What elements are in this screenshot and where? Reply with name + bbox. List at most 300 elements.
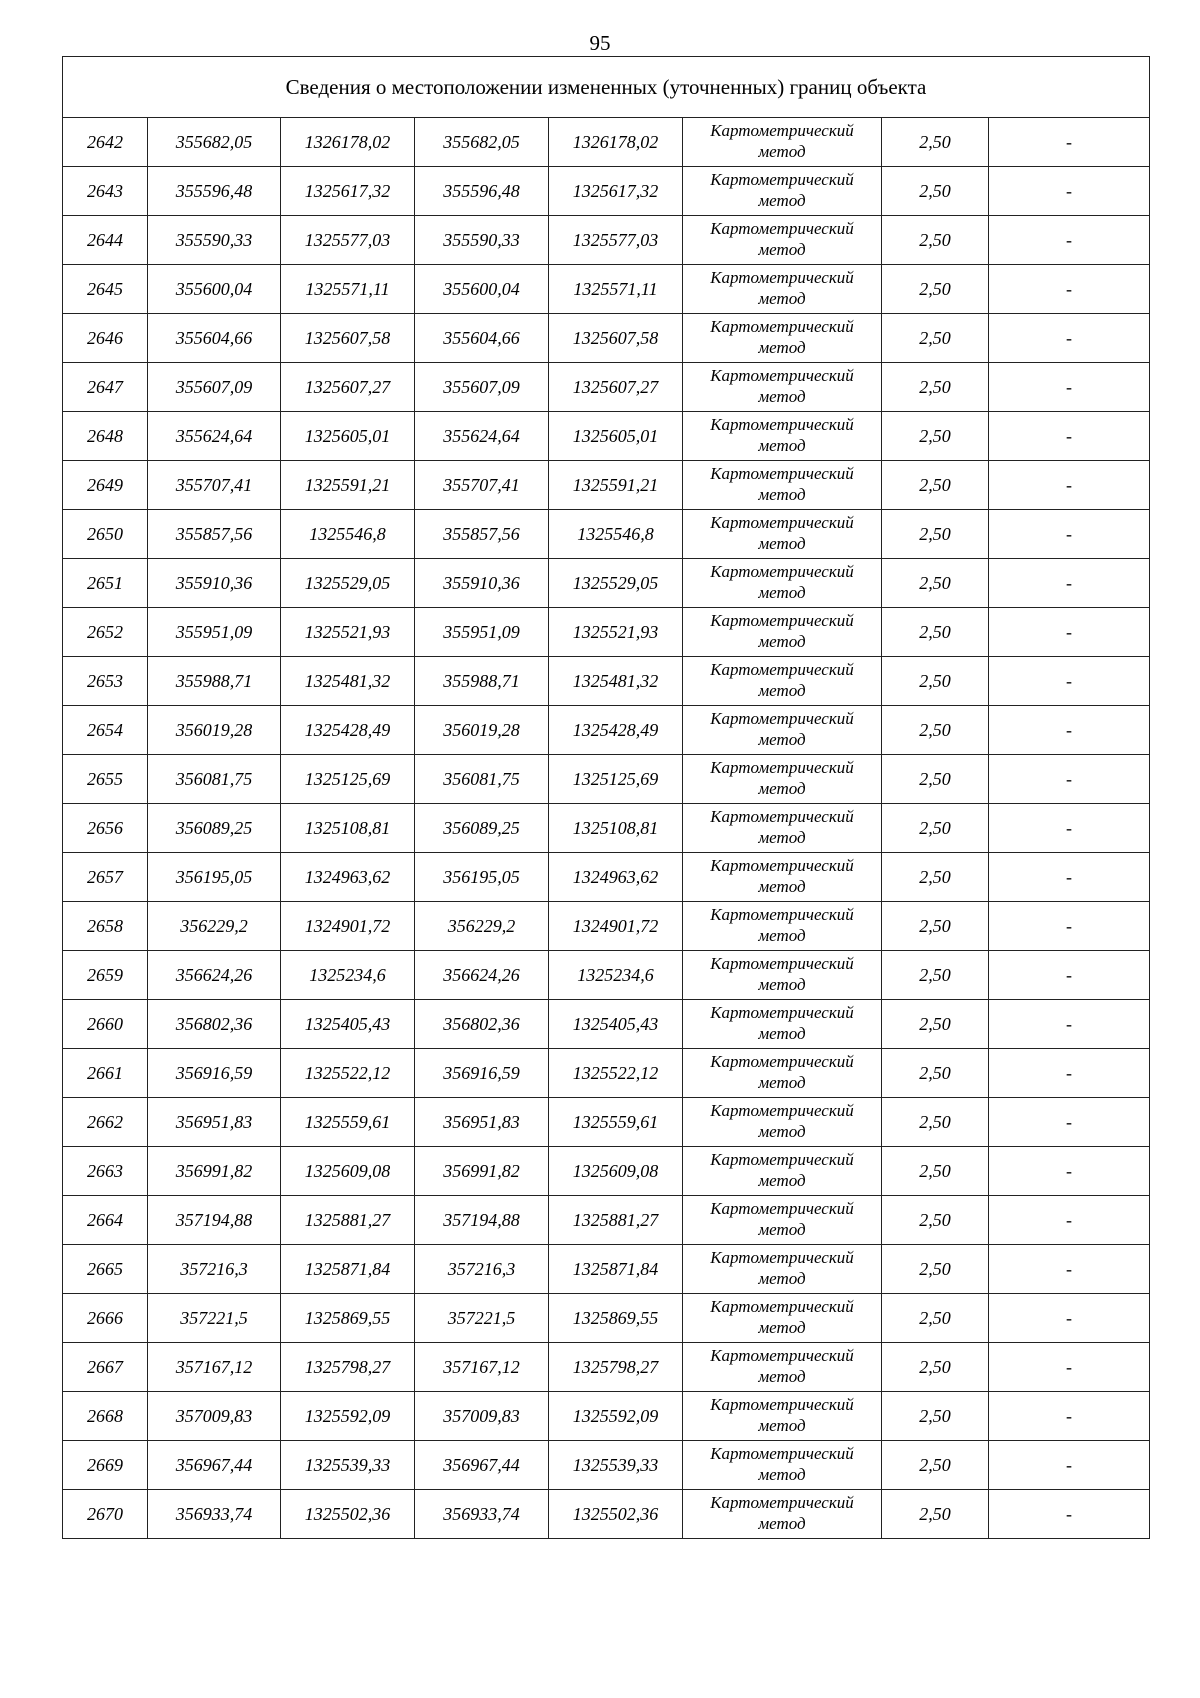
refined-x-cell: 357194,88 [415, 1196, 549, 1245]
existing-x-cell: 357216,3 [148, 1245, 281, 1294]
refined-y-cell: 1325577,03 [549, 216, 683, 265]
accuracy-cell: 2,50 [882, 363, 989, 412]
accuracy-cell: 2,50 [882, 1147, 989, 1196]
table-row [63, 1490, 1150, 1539]
method-line-1: Картометрический [710, 905, 854, 924]
accuracy-cell: 2,50 [882, 1000, 989, 1049]
refined-x-cell: 356802,36 [415, 1000, 549, 1049]
accuracy-cell: 2,50 [882, 216, 989, 265]
description-cell: - [989, 1245, 1150, 1294]
existing-y-cell: 1324963,62 [281, 853, 415, 902]
table-row [63, 559, 1150, 608]
point-number-cell: 2661 [63, 1049, 148, 1098]
refined-x-cell: 356195,05 [415, 853, 549, 902]
existing-y-cell: 1325502,36 [281, 1490, 415, 1539]
accuracy-cell: 2,50 [882, 1098, 989, 1147]
refined-y-cell: 1325234,6 [549, 951, 683, 1000]
method-cell [683, 265, 882, 314]
method-line-2: метод [758, 583, 806, 602]
point-number-cell: 2643 [63, 167, 148, 216]
table-row [63, 1049, 1150, 1098]
description-cell: - [989, 265, 1150, 314]
table-row [63, 216, 1150, 265]
accuracy-cell: 2,50 [882, 461, 989, 510]
existing-x-cell: 355910,36 [148, 559, 281, 608]
method-line-2: метод [758, 1367, 806, 1386]
method-cell [683, 1441, 882, 1490]
existing-y-cell: 1325798,27 [281, 1343, 415, 1392]
method-line-2: метод [758, 1024, 806, 1043]
method-line-2: метод [758, 681, 806, 700]
existing-y-cell: 1325108,81 [281, 804, 415, 853]
method-line-2: метод [758, 1220, 806, 1239]
method-cell [683, 1343, 882, 1392]
point-number-cell: 2644 [63, 216, 148, 265]
table-row [63, 461, 1150, 510]
point-number-cell: 2657 [63, 853, 148, 902]
method-cell [683, 559, 882, 608]
accuracy-cell: 2,50 [882, 265, 989, 314]
refined-y-cell: 1325125,69 [549, 755, 683, 804]
description-cell: - [989, 1000, 1150, 1049]
existing-y-cell: 1325546,8 [281, 510, 415, 559]
description-cell: - [989, 1196, 1150, 1245]
method-cell [683, 363, 882, 412]
point-number-cell: 2669 [63, 1441, 148, 1490]
method-line-1: Картометрический [710, 1297, 854, 1316]
existing-x-cell: 355607,09 [148, 363, 281, 412]
refined-x-cell: 356916,59 [415, 1049, 549, 1098]
refined-y-cell: 1326178,02 [549, 118, 683, 167]
existing-y-cell: 1326178,02 [281, 118, 415, 167]
method-cell [683, 1245, 882, 1294]
accuracy-cell: 2,50 [882, 706, 989, 755]
method-cell [683, 1049, 882, 1098]
refined-y-cell: 1325798,27 [549, 1343, 683, 1392]
description-cell: - [989, 853, 1150, 902]
existing-x-cell: 356019,28 [148, 706, 281, 755]
method-cell [683, 216, 882, 265]
accuracy-cell: 2,50 [882, 755, 989, 804]
point-number-cell: 2663 [63, 1147, 148, 1196]
method-cell [683, 1147, 882, 1196]
refined-y-cell: 1325881,27 [549, 1196, 683, 1245]
description-cell: - [989, 608, 1150, 657]
accuracy-cell: 2,50 [882, 1294, 989, 1343]
method-line-1: Картометрический [710, 121, 854, 140]
existing-y-cell: 1325481,32 [281, 657, 415, 706]
method-line-2: метод [758, 289, 806, 308]
refined-y-cell: 1325869,55 [549, 1294, 683, 1343]
method-line-2: метод [758, 632, 806, 651]
refined-y-cell: 1325539,33 [549, 1441, 683, 1490]
point-number-cell: 2658 [63, 902, 148, 951]
method-line-2: метод [758, 975, 806, 994]
method-line-2: метод [758, 436, 806, 455]
point-number-cell: 2668 [63, 1392, 148, 1441]
refined-y-cell: 1325502,36 [549, 1490, 683, 1539]
existing-y-cell: 1325529,05 [281, 559, 415, 608]
description-cell: - [989, 1098, 1150, 1147]
refined-y-cell: 1325559,61 [549, 1098, 683, 1147]
description-cell: - [989, 1343, 1150, 1392]
table-row [63, 265, 1150, 314]
refined-y-cell: 1324901,72 [549, 902, 683, 951]
method-line-1: Картометрический [710, 219, 854, 238]
description-cell: - [989, 902, 1150, 951]
point-number-cell: 2650 [63, 510, 148, 559]
refined-y-cell: 1325481,32 [549, 657, 683, 706]
refined-x-cell: 357221,5 [415, 1294, 549, 1343]
method-cell [683, 853, 882, 902]
refined-y-cell: 1325521,93 [549, 608, 683, 657]
refined-x-cell: 356951,83 [415, 1098, 549, 1147]
point-number-cell: 2664 [63, 1196, 148, 1245]
accuracy-cell: 2,50 [882, 510, 989, 559]
table-row [63, 755, 1150, 804]
existing-y-cell: 1325592,09 [281, 1392, 415, 1441]
method-line-1: Картометрический [710, 1248, 854, 1267]
method-cell [683, 1000, 882, 1049]
method-line-1: Картометрический [710, 856, 854, 875]
method-line-1: Картометрический [710, 807, 854, 826]
table-row [63, 657, 1150, 706]
table-row [63, 1147, 1150, 1196]
table-row [63, 608, 1150, 657]
refined-y-cell: 1325592,09 [549, 1392, 683, 1441]
existing-x-cell: 356933,74 [148, 1490, 281, 1539]
accuracy-cell: 2,50 [882, 608, 989, 657]
existing-y-cell: 1325521,93 [281, 608, 415, 657]
method-line-2: метод [758, 1318, 806, 1337]
description-cell: - [989, 951, 1150, 1000]
existing-x-cell: 357167,12 [148, 1343, 281, 1392]
existing-y-cell: 1325609,08 [281, 1147, 415, 1196]
table-title: Сведения о местоположении измененных (уточненных) границ объекта [63, 57, 1150, 118]
refined-x-cell: 355607,09 [415, 363, 549, 412]
table-row [63, 363, 1150, 412]
description-cell: - [989, 804, 1150, 853]
accuracy-cell: 2,50 [882, 1245, 989, 1294]
table-row [63, 902, 1150, 951]
accuracy-cell: 2,50 [882, 118, 989, 167]
table-row [63, 1294, 1150, 1343]
existing-x-cell: 357194,88 [148, 1196, 281, 1245]
refined-x-cell: 356229,2 [415, 902, 549, 951]
existing-x-cell: 356229,2 [148, 902, 281, 951]
method-line-1: Картометрический [710, 1444, 854, 1463]
refined-x-cell: 356089,25 [415, 804, 549, 853]
point-number-cell: 2662 [63, 1098, 148, 1147]
method-cell [683, 951, 882, 1000]
description-cell: - [989, 216, 1150, 265]
refined-x-cell: 356019,28 [415, 706, 549, 755]
refined-x-cell: 355590,33 [415, 216, 549, 265]
point-number-cell: 2656 [63, 804, 148, 853]
method-line-2: метод [758, 191, 806, 210]
accuracy-cell: 2,50 [882, 559, 989, 608]
existing-x-cell: 356916,59 [148, 1049, 281, 1098]
refined-y-cell: 1325591,21 [549, 461, 683, 510]
existing-y-cell: 1325869,55 [281, 1294, 415, 1343]
description-cell: - [989, 510, 1150, 559]
existing-x-cell: 356991,82 [148, 1147, 281, 1196]
table-row [63, 167, 1150, 216]
point-number-cell: 2660 [63, 1000, 148, 1049]
existing-y-cell: 1325607,27 [281, 363, 415, 412]
refined-x-cell: 355707,41 [415, 461, 549, 510]
method-line-2: метод [758, 1073, 806, 1092]
existing-y-cell: 1325234,6 [281, 951, 415, 1000]
refined-y-cell: 1325522,12 [549, 1049, 683, 1098]
page-number: 95 [589, 31, 611, 55]
existing-x-cell: 356081,75 [148, 755, 281, 804]
description-cell: - [989, 657, 1150, 706]
method-line-1: Картометрический [710, 170, 854, 189]
table-row [63, 804, 1150, 853]
existing-x-cell: 355590,33 [148, 216, 281, 265]
method-cell [683, 314, 882, 363]
refined-x-cell: 355596,48 [415, 167, 549, 216]
existing-y-cell: 1325539,33 [281, 1441, 415, 1490]
method-line-2: метод [758, 240, 806, 259]
existing-x-cell: 355596,48 [148, 167, 281, 216]
method-line-1: Картометрический [710, 1395, 854, 1414]
description-cell: - [989, 706, 1150, 755]
table-row [63, 510, 1150, 559]
method-cell [683, 1294, 882, 1343]
description-cell: - [989, 1147, 1150, 1196]
existing-x-cell: 355682,05 [148, 118, 281, 167]
refined-x-cell: 355951,09 [415, 608, 549, 657]
refined-x-cell: 356624,26 [415, 951, 549, 1000]
table-row [63, 412, 1150, 461]
method-line-2: метод [758, 534, 806, 553]
description-cell: - [989, 1049, 1150, 1098]
table-row [63, 1392, 1150, 1441]
accuracy-cell: 2,50 [882, 804, 989, 853]
existing-y-cell: 1325577,03 [281, 216, 415, 265]
method-cell [683, 804, 882, 853]
method-cell [683, 510, 882, 559]
method-line-1: Картометрический [710, 1493, 854, 1512]
description-cell: - [989, 461, 1150, 510]
table-row [63, 1098, 1150, 1147]
refined-x-cell: 355682,05 [415, 118, 549, 167]
existing-x-cell: 355707,41 [148, 461, 281, 510]
description-cell: - [989, 363, 1150, 412]
table-row [63, 951, 1150, 1000]
table-row [63, 853, 1150, 902]
point-number-cell: 2642 [63, 118, 148, 167]
table-row [63, 1000, 1150, 1049]
method-line-1: Картометрический [710, 562, 854, 581]
method-line-1: Картометрический [710, 317, 854, 336]
refined-x-cell: 357216,3 [415, 1245, 549, 1294]
existing-y-cell: 1325559,61 [281, 1098, 415, 1147]
point-number-cell: 2647 [63, 363, 148, 412]
method-cell [683, 706, 882, 755]
method-line-2: метод [758, 1416, 806, 1435]
method-line-2: метод [758, 730, 806, 749]
table-row [63, 118, 1150, 167]
existing-y-cell: 1325617,32 [281, 167, 415, 216]
point-number-cell: 2648 [63, 412, 148, 461]
method-line-2: метод [758, 1122, 806, 1141]
refined-y-cell: 1325607,58 [549, 314, 683, 363]
existing-x-cell: 355604,66 [148, 314, 281, 363]
method-line-2: метод [758, 338, 806, 357]
method-cell [683, 902, 882, 951]
method-cell [683, 608, 882, 657]
accuracy-cell: 2,50 [882, 1049, 989, 1098]
refined-y-cell: 1324963,62 [549, 853, 683, 902]
method-line-1: Картометрический [710, 1101, 854, 1120]
refined-y-cell: 1325529,05 [549, 559, 683, 608]
method-line-2: метод [758, 387, 806, 406]
point-number-cell: 2649 [63, 461, 148, 510]
existing-y-cell: 1325607,58 [281, 314, 415, 363]
refined-x-cell: 355604,66 [415, 314, 549, 363]
table-row [63, 1245, 1150, 1294]
point-number-cell: 2652 [63, 608, 148, 657]
refined-x-cell: 356967,44 [415, 1441, 549, 1490]
accuracy-cell: 2,50 [882, 1392, 989, 1441]
table-row [63, 1196, 1150, 1245]
existing-x-cell: 355857,56 [148, 510, 281, 559]
method-cell [683, 1196, 882, 1245]
accuracy-cell: 2,50 [882, 951, 989, 1000]
method-line-2: метод [758, 1171, 806, 1190]
refined-x-cell: 357009,83 [415, 1392, 549, 1441]
method-line-2: метод [758, 926, 806, 945]
point-number-cell: 2654 [63, 706, 148, 755]
refined-y-cell: 1325428,49 [549, 706, 683, 755]
method-line-2: метод [758, 142, 806, 161]
accuracy-cell: 2,50 [882, 853, 989, 902]
existing-x-cell: 355988,71 [148, 657, 281, 706]
point-number-cell: 2666 [63, 1294, 148, 1343]
refined-x-cell: 355857,56 [415, 510, 549, 559]
method-line-1: Картометрический [710, 1003, 854, 1022]
description-cell: - [989, 118, 1150, 167]
refined-y-cell: 1325108,81 [549, 804, 683, 853]
coordinates-table [62, 56, 1150, 1539]
existing-x-cell: 356624,26 [148, 951, 281, 1000]
accuracy-cell: 2,50 [882, 1196, 989, 1245]
refined-x-cell: 357167,12 [415, 1343, 549, 1392]
method-cell [683, 657, 882, 706]
point-number-cell: 2655 [63, 755, 148, 804]
refined-y-cell: 1325571,11 [549, 265, 683, 314]
method-line-1: Картометрический [710, 464, 854, 483]
method-line-1: Картометрический [710, 268, 854, 287]
method-line-1: Картометрический [710, 415, 854, 434]
refined-y-cell: 1325405,43 [549, 1000, 683, 1049]
refined-x-cell: 355624,64 [415, 412, 549, 461]
point-number-cell: 2646 [63, 314, 148, 363]
refined-y-cell: 1325607,27 [549, 363, 683, 412]
refined-x-cell: 355600,04 [415, 265, 549, 314]
method-line-1: Картометрический [710, 709, 854, 728]
refined-x-cell: 356081,75 [415, 755, 549, 804]
method-line-2: метод [758, 1514, 806, 1533]
method-line-2: метод [758, 485, 806, 504]
accuracy-cell: 2,50 [882, 167, 989, 216]
description-cell: - [989, 314, 1150, 363]
existing-y-cell: 1325522,12 [281, 1049, 415, 1098]
existing-x-cell: 356967,44 [148, 1441, 281, 1490]
method-line-1: Картометрический [710, 954, 854, 973]
refined-y-cell: 1325546,8 [549, 510, 683, 559]
existing-y-cell: 1325125,69 [281, 755, 415, 804]
existing-y-cell: 1325591,21 [281, 461, 415, 510]
existing-x-cell: 355624,64 [148, 412, 281, 461]
method-cell [683, 755, 882, 804]
existing-y-cell: 1324901,72 [281, 902, 415, 951]
description-cell: - [989, 1392, 1150, 1441]
method-line-1: Картометрический [710, 1150, 854, 1169]
existing-x-cell: 355600,04 [148, 265, 281, 314]
method-line-1: Картометрический [710, 660, 854, 679]
method-line-2: метод [758, 877, 806, 896]
accuracy-cell: 2,50 [882, 314, 989, 363]
accuracy-cell: 2,50 [882, 902, 989, 951]
point-number-cell: 2670 [63, 1490, 148, 1539]
method-line-1: Картометрический [710, 1199, 854, 1218]
method-cell [683, 167, 882, 216]
method-line-1: Картометрический [710, 611, 854, 630]
refined-y-cell: 1325617,32 [549, 167, 683, 216]
table-row [63, 314, 1150, 363]
point-number-cell: 2653 [63, 657, 148, 706]
table-row [63, 1343, 1150, 1392]
description-cell: - [989, 167, 1150, 216]
accuracy-cell: 2,50 [882, 657, 989, 706]
existing-y-cell: 1325428,49 [281, 706, 415, 755]
method-line-2: метод [758, 779, 806, 798]
accuracy-cell: 2,50 [882, 1441, 989, 1490]
point-number-cell: 2651 [63, 559, 148, 608]
existing-x-cell: 357221,5 [148, 1294, 281, 1343]
method-line-2: метод [758, 1465, 806, 1484]
description-cell: - [989, 755, 1150, 804]
method-line-1: Картометрический [710, 1346, 854, 1365]
description-cell: - [989, 1490, 1150, 1539]
refined-x-cell: 356933,74 [415, 1490, 549, 1539]
point-number-cell: 2659 [63, 951, 148, 1000]
description-cell: - [989, 412, 1150, 461]
method-line-2: метод [758, 828, 806, 847]
method-cell [683, 118, 882, 167]
method-cell [683, 1392, 882, 1441]
refined-y-cell: 1325605,01 [549, 412, 683, 461]
point-number-cell: 2667 [63, 1343, 148, 1392]
description-cell: - [989, 1294, 1150, 1343]
table-title-row [63, 57, 1150, 118]
method-cell [683, 1490, 882, 1539]
description-cell: - [989, 559, 1150, 608]
existing-x-cell: 355951,09 [148, 608, 281, 657]
existing-y-cell: 1325881,27 [281, 1196, 415, 1245]
existing-x-cell: 356802,36 [148, 1000, 281, 1049]
method-line-1: Картометрический [710, 758, 854, 777]
accuracy-cell: 2,50 [882, 1343, 989, 1392]
method-cell [683, 461, 882, 510]
existing-x-cell: 356195,05 [148, 853, 281, 902]
refined-x-cell: 355910,36 [415, 559, 549, 608]
description-cell: - [989, 1441, 1150, 1490]
